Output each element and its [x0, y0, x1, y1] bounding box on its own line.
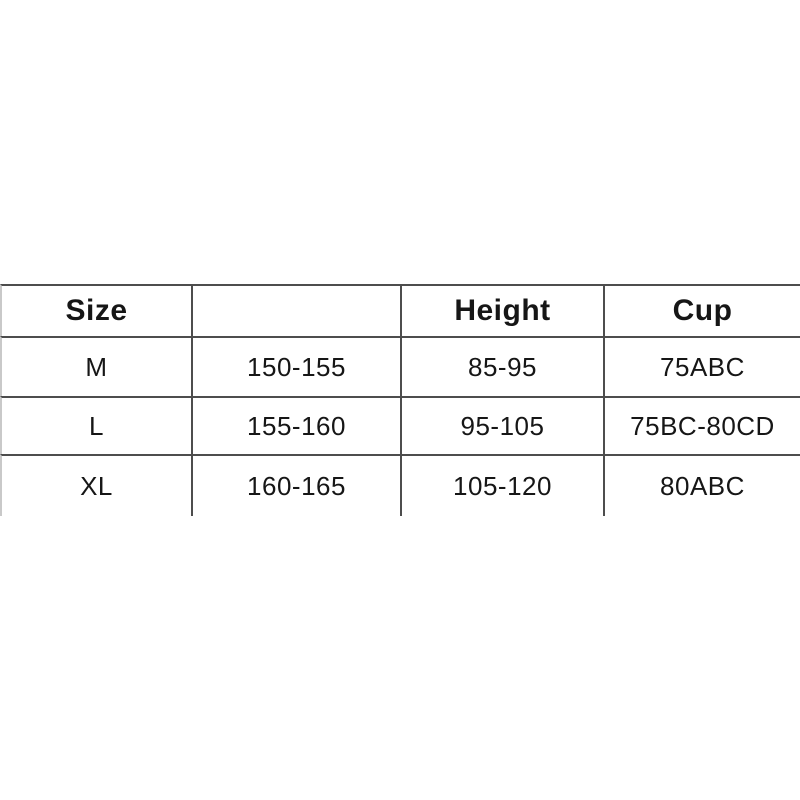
header-cell-empty [191, 284, 400, 336]
row-m-size: M [0, 336, 191, 396]
row-m-bust: 150-155 [191, 336, 400, 396]
row-l-height: 95-105 [400, 396, 603, 454]
size-chart-table [0, 284, 800, 516]
row-m-cup: 75ABC [603, 336, 800, 396]
row-xl-size: XL [0, 454, 191, 516]
header-cell-size: Size [0, 284, 191, 336]
row-l-size: L [0, 396, 191, 454]
header-cell-height: Height [400, 284, 603, 336]
row-xl-bust: 160-165 [191, 454, 400, 516]
row-m-height: 85-95 [400, 336, 603, 396]
row-l-bust: 155-160 [191, 396, 400, 454]
row-xl-cup: 80ABC [603, 454, 800, 516]
header-cell-cup: Cup [603, 284, 800, 336]
row-xl-height: 105-120 [400, 454, 603, 516]
row-l-cup: 75BC-80CD [603, 396, 800, 454]
